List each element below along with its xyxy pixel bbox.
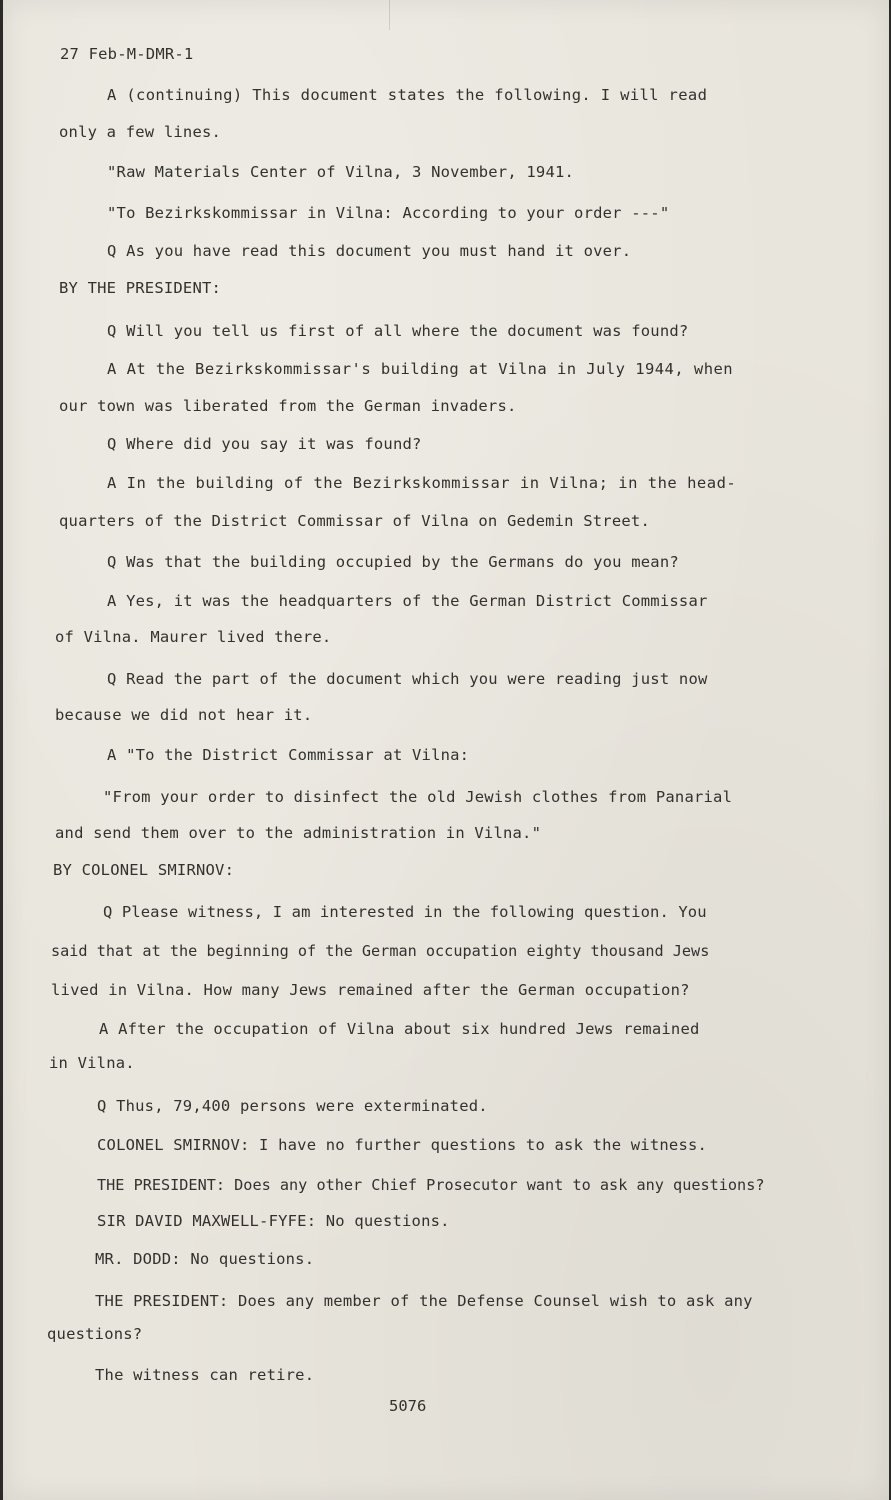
text-line: of Vilna. Maurer lived there. xyxy=(55,628,332,646)
text-line: Q Was that the building occupied by the Germans do you mean? xyxy=(107,553,679,571)
text-line: Q Please witness, I am interested in the following question. You xyxy=(103,903,707,921)
text-line: THE PRESIDENT: Does any other Chief Prosecutor want to ask any questions? xyxy=(97,1176,765,1194)
section-heading: BY COLONEL SMIRNOV: xyxy=(53,861,235,879)
text-line: in Vilna. xyxy=(49,1054,135,1072)
text-line: lived in Vilna. How many Jews remained after the German occupation? xyxy=(51,981,690,999)
text-line: "From your order to disinfect the old Jewish clothes from Panarial xyxy=(103,788,733,806)
text-line: THE PRESIDENT: Does any member of the Defense Counsel wish to ask any xyxy=(95,1292,753,1310)
text-line: SIR DAVID MAXWELL-FYFE: No questions. xyxy=(97,1212,450,1230)
text-line: A "To the District Commissar at Vilna: xyxy=(107,746,470,764)
text-line: A After the occupation of Vilna about six hundred Jews remained xyxy=(99,1020,700,1038)
text-line: quarters of the District Commissar of Vilna on Gedemin Street. xyxy=(59,512,650,530)
text-line: Q As you have read this document you must hand it over. xyxy=(107,242,632,260)
page-header: 27 Feb-M-DMR-1 xyxy=(60,45,194,63)
text-line: A In the building of the Bezirkskommissar in Vilna; in the head- xyxy=(107,474,737,492)
page-number: 5076 xyxy=(389,1397,427,1415)
text-line: Q Read the part of the document which you were reading just now xyxy=(107,670,708,688)
text-line: and send them over to the administration in Vilna." xyxy=(55,824,542,842)
text-line: A (continuing) This document states the following. I will read xyxy=(107,86,708,104)
section-heading: BY THE PRESIDENT: xyxy=(59,279,222,297)
text-line: because we did not hear it. xyxy=(55,706,313,724)
text-line: A At the Bezirkskommissar's building at Vilna in July 1944, when xyxy=(107,360,734,378)
document-page xyxy=(3,0,889,1500)
text-line: Q Will you tell us first of all where the document was found? xyxy=(107,322,689,340)
text-line: "Raw Materials Center of Vilna, 3 November, 1941. xyxy=(107,163,575,181)
text-line: questions? xyxy=(47,1325,143,1343)
text-line: A Yes, it was the headquarters of the German District Commissar xyxy=(107,592,708,610)
text-line: our town was liberated from the German invaders. xyxy=(59,397,517,415)
text-line: "To Bezirkskommissar in Vilna: According to your order ---" xyxy=(107,204,670,222)
page-fold xyxy=(389,0,390,30)
text-line: only a few lines. xyxy=(59,123,222,141)
text-line: COLONEL SMIRNOV: I have no further questions to ask the witness. xyxy=(97,1136,708,1154)
text-line: The witness can retire. xyxy=(95,1366,315,1384)
text-line: said that at the beginning of the German occupation eighty thousand Jews xyxy=(51,942,710,960)
text-line: Q Where did you say it was found? xyxy=(107,435,422,453)
text-line: MR. DODD: No questions. xyxy=(95,1250,315,1268)
text-line: Q Thus, 79,400 persons were exterminated. xyxy=(97,1097,488,1115)
